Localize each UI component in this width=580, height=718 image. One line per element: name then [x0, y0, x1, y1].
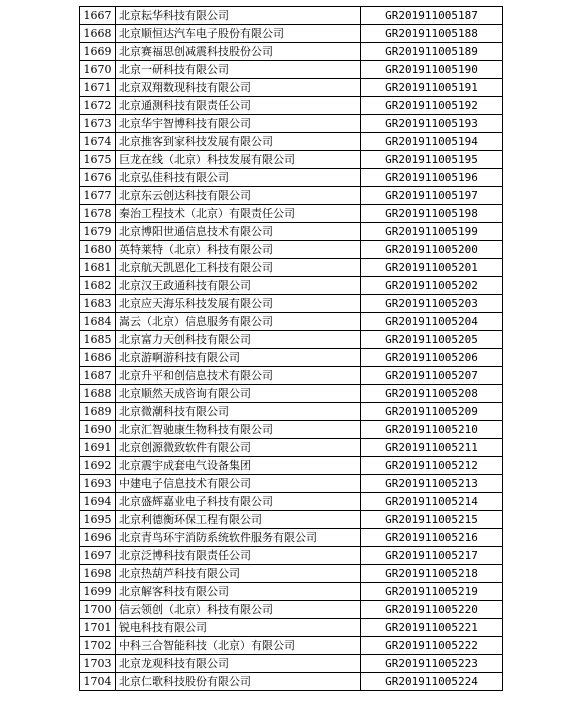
company-name-cell: 北京航天凯恩化工科技有限公司: [116, 259, 361, 277]
certificate-code-cell: GR201911005204: [361, 313, 503, 331]
row-number-cell: 1704: [80, 673, 116, 691]
row-number-cell: 1689: [80, 403, 116, 421]
table-row: [80, 331, 503, 349]
table-row: [80, 79, 503, 97]
certificate-code-cell: GR201911005199: [361, 223, 503, 241]
company-name-cell: 北京汉王政通科技有限公司: [116, 277, 361, 295]
row-number-cell: 1679: [80, 223, 116, 241]
certificate-code-cell: GR201911005203: [361, 295, 503, 313]
table-row: [80, 421, 503, 439]
certificate-code-cell: GR201911005201: [361, 259, 503, 277]
table-body: [80, 7, 503, 691]
company-name-cell: 嵩云（北京）信息服务有限公司: [116, 313, 361, 331]
table-row: [80, 169, 503, 187]
certificate-code-cell: GR201911005192: [361, 97, 503, 115]
table-row: [80, 637, 503, 655]
company-name-cell: 北京游啊游科技有限公司: [116, 349, 361, 367]
certificate-code-cell: GR201911005196: [361, 169, 503, 187]
table-row: [80, 61, 503, 79]
table-row: [80, 619, 503, 637]
certificate-code-cell: GR201911005222: [361, 637, 503, 655]
table-row: [80, 277, 503, 295]
company-name-cell: 北京推客到家科技发展有限公司: [116, 133, 361, 151]
row-number-cell: 1667: [80, 7, 116, 25]
company-table: [79, 6, 503, 691]
row-number-cell: 1678: [80, 205, 116, 223]
company-name-cell: 北京耘华科技有限公司: [116, 7, 361, 25]
row-number-cell: 1696: [80, 529, 116, 547]
company-name-cell: 信云领创（北京）科技有限公司: [116, 601, 361, 619]
company-name-cell: 北京升平和创信息技术有限公司: [116, 367, 361, 385]
row-number-cell: 1680: [80, 241, 116, 259]
company-name-cell: 中科三合智能科技（北京）有限公司: [116, 637, 361, 655]
row-number-cell: 1682: [80, 277, 116, 295]
company-name-cell: 北京东云创达科技有限公司: [116, 187, 361, 205]
company-name-cell: 北京盛辉嘉业电子科技有限公司: [116, 493, 361, 511]
row-number-cell: 1692: [80, 457, 116, 475]
table-row: [80, 493, 503, 511]
row-number-cell: 1702: [80, 637, 116, 655]
certificate-code-cell: GR201911005195: [361, 151, 503, 169]
table-row: [80, 367, 503, 385]
table-row: [80, 223, 503, 241]
certificate-code-cell: GR201911005191: [361, 79, 503, 97]
table-row: [80, 547, 503, 565]
row-number-cell: 1701: [80, 619, 116, 637]
company-name-cell: 北京博阳世通信息技术有限公司: [116, 223, 361, 241]
table-row: [80, 673, 503, 691]
table-row: [80, 655, 503, 673]
table-row: [80, 457, 503, 475]
table-row: [80, 565, 503, 583]
certificate-code-cell: GR201911005218: [361, 565, 503, 583]
row-number-cell: 1698: [80, 565, 116, 583]
row-number-cell: 1687: [80, 367, 116, 385]
table-row: [80, 7, 503, 25]
certificate-code-cell: GR201911005215: [361, 511, 503, 529]
table-row: [80, 475, 503, 493]
certificate-code-cell: GR201911005210: [361, 421, 503, 439]
certificate-code-cell: GR201911005214: [361, 493, 503, 511]
row-number-cell: 1699: [80, 583, 116, 601]
row-number-cell: 1691: [80, 439, 116, 457]
table-row: [80, 601, 503, 619]
certificate-code-cell: GR201911005213: [361, 475, 503, 493]
company-name-cell: 锐电科技有限公司: [116, 619, 361, 637]
row-number-cell: 1672: [80, 97, 116, 115]
table-row: [80, 511, 503, 529]
certificate-code-cell: GR201911005221: [361, 619, 503, 637]
table-row: [80, 25, 503, 43]
row-number-cell: 1685: [80, 331, 116, 349]
table-row: [80, 349, 503, 367]
table-row: [80, 151, 503, 169]
row-number-cell: 1671: [80, 79, 116, 97]
table-row: [80, 403, 503, 421]
company-name-cell: 北京青鸟环宇消防系统软件服务有限公司: [116, 529, 361, 547]
company-name-cell: 北京一研科技有限公司: [116, 61, 361, 79]
company-name-cell: 北京龙观科技有限公司: [116, 655, 361, 673]
table-row: [80, 529, 503, 547]
certificate-code-cell: GR201911005194: [361, 133, 503, 151]
row-number-cell: 1675: [80, 151, 116, 169]
row-number-cell: 1670: [80, 61, 116, 79]
row-number-cell: 1674: [80, 133, 116, 151]
certificate-code-cell: GR201911005200: [361, 241, 503, 259]
table-row: [80, 133, 503, 151]
company-name-cell: 北京泛博科技有限责任公司: [116, 547, 361, 565]
company-name-cell: 巨龙在线（北京）科技发展有限公司: [116, 151, 361, 169]
row-number-cell: 1677: [80, 187, 116, 205]
row-number-cell: 1684: [80, 313, 116, 331]
row-number-cell: 1669: [80, 43, 116, 61]
company-name-cell: 北京双翔数现科技有限公司: [116, 79, 361, 97]
company-name-cell: 英特莱特（北京）科技有限公司: [116, 241, 361, 259]
company-name-cell: 北京应天海乐科技发展有限公司: [116, 295, 361, 313]
table-row: [80, 187, 503, 205]
table-row: [80, 43, 503, 61]
certificate-code-cell: GR201911005197: [361, 187, 503, 205]
table-row: [80, 115, 503, 133]
row-number-cell: 1688: [80, 385, 116, 403]
row-number-cell: 1703: [80, 655, 116, 673]
certificate-code-cell: GR201911005211: [361, 439, 503, 457]
company-name-cell: 北京顺然天成咨询有限公司: [116, 385, 361, 403]
row-number-cell: 1686: [80, 349, 116, 367]
table-row: [80, 97, 503, 115]
company-name-cell: 北京弘佳科技有限公司: [116, 169, 361, 187]
company-name-cell: 北京汇智驰康生物科技有限公司: [116, 421, 361, 439]
row-number-cell: 1693: [80, 475, 116, 493]
table-row: [80, 385, 503, 403]
company-name-cell: 北京仁歌科技股份有限公司: [116, 673, 361, 691]
company-name-cell: 北京华宇智博科技有限公司: [116, 115, 361, 133]
company-name-cell: 中建电子信息技术有限公司: [116, 475, 361, 493]
company-name-cell: 秦治工程技术（北京）有限责任公司: [116, 205, 361, 223]
certificate-code-cell: GR201911005219: [361, 583, 503, 601]
company-name-cell: 北京热葫芦科技有限公司: [116, 565, 361, 583]
company-name-cell: 北京创源微致软件有限公司: [116, 439, 361, 457]
certificate-code-cell: GR201911005198: [361, 205, 503, 223]
table-row: [80, 583, 503, 601]
row-number-cell: 1700: [80, 601, 116, 619]
table-row: [80, 259, 503, 277]
certificate-code-cell: GR201911005202: [361, 277, 503, 295]
certificate-code-cell: GR201911005189: [361, 43, 503, 61]
certificate-code-cell: GR201911005193: [361, 115, 503, 133]
row-number-cell: 1690: [80, 421, 116, 439]
certificate-code-cell: GR201911005207: [361, 367, 503, 385]
certificate-code-cell: GR201911005217: [361, 547, 503, 565]
certificate-code-cell: GR201911005209: [361, 403, 503, 421]
row-number-cell: 1673: [80, 115, 116, 133]
row-number-cell: 1695: [80, 511, 116, 529]
row-number-cell: 1681: [80, 259, 116, 277]
row-number-cell: 1694: [80, 493, 116, 511]
row-number-cell: 1668: [80, 25, 116, 43]
certificate-code-cell: GR201911005216: [361, 529, 503, 547]
certificate-code-cell: GR201911005223: [361, 655, 503, 673]
table-row: [80, 439, 503, 457]
table-row: [80, 313, 503, 331]
row-number-cell: 1676: [80, 169, 116, 187]
table-row: [80, 241, 503, 259]
table-row: [80, 205, 503, 223]
company-name-cell: 北京解客科技有限公司: [116, 583, 361, 601]
certificate-code-cell: GR201911005224: [361, 673, 503, 691]
certificate-code-cell: GR201911005188: [361, 25, 503, 43]
row-number-cell: 1697: [80, 547, 116, 565]
table-row: [80, 295, 503, 313]
company-name-cell: 北京富力天创科技有限公司: [116, 331, 361, 349]
certificate-code-cell: GR201911005208: [361, 385, 503, 403]
company-name-cell: 北京顺恒达汽车电子股份有限公司: [116, 25, 361, 43]
company-name-cell: 北京通测科技有限责任公司: [116, 97, 361, 115]
certificate-code-cell: GR201911005187: [361, 7, 503, 25]
company-name-cell: 北京利德衡环保工程有限公司: [116, 511, 361, 529]
company-name-cell: 北京微潮科技有限公司: [116, 403, 361, 421]
certificate-code-cell: GR201911005220: [361, 601, 503, 619]
row-number-cell: 1683: [80, 295, 116, 313]
company-name-cell: 北京赛福思创减震科技股份公司: [116, 43, 361, 61]
company-name-cell: 北京震宇成套电气设备集团: [116, 457, 361, 475]
certificate-code-cell: GR201911005190: [361, 61, 503, 79]
certificate-code-cell: GR201911005205: [361, 331, 503, 349]
certificate-code-cell: GR201911005212: [361, 457, 503, 475]
certificate-code-cell: GR201911005206: [361, 349, 503, 367]
